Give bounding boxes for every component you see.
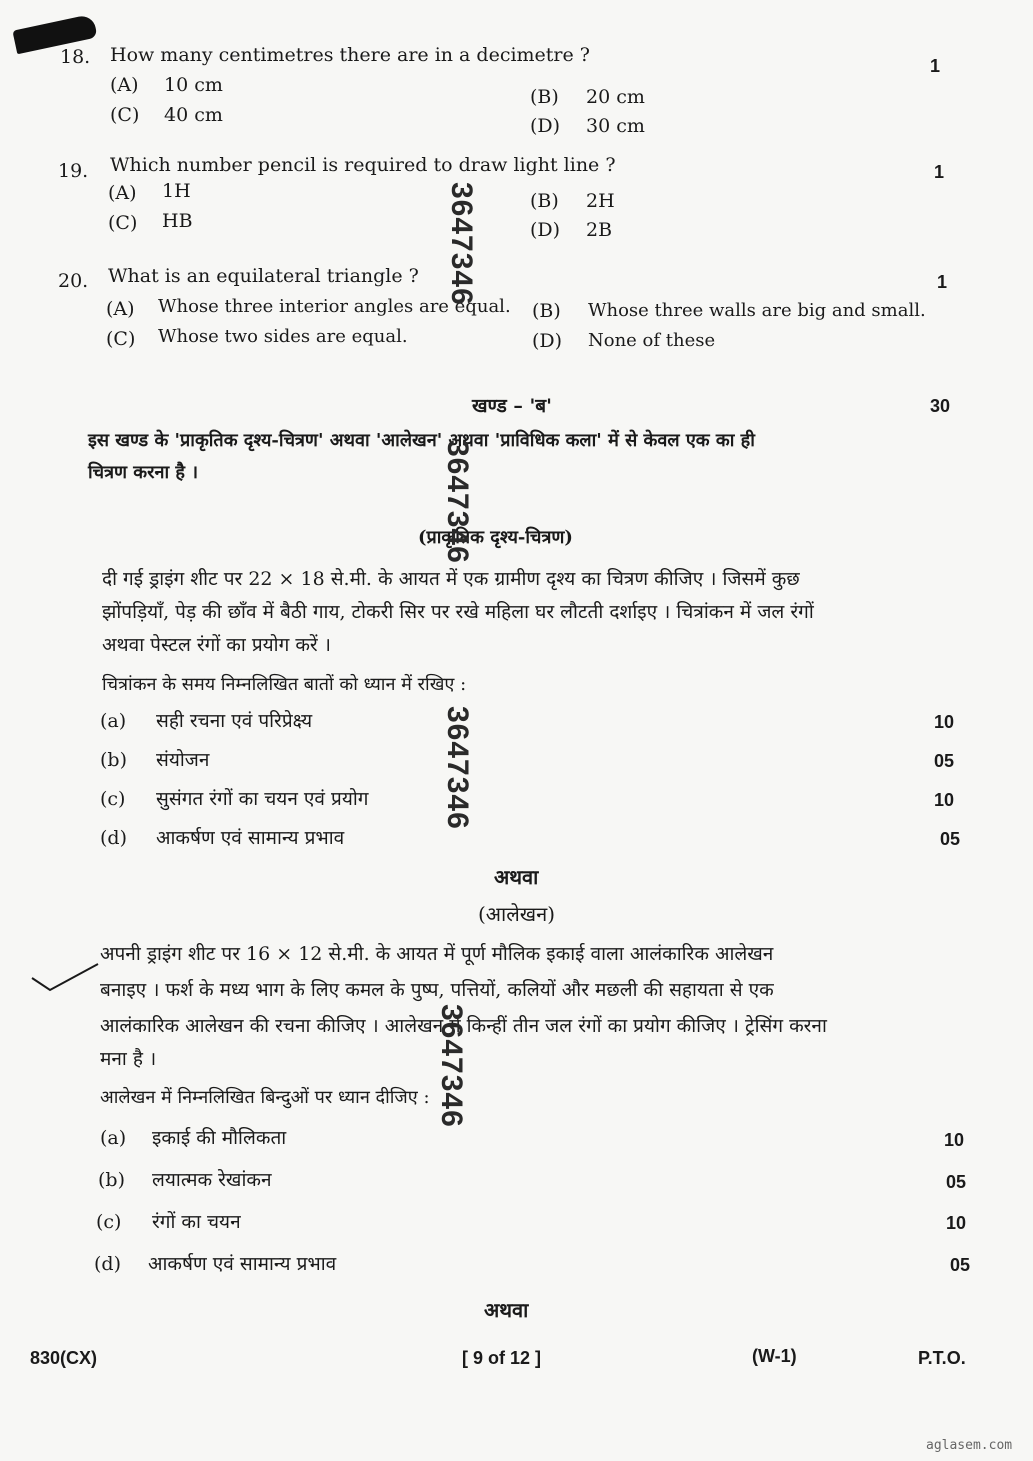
criteria-text: सुसंगत रंगों का चयन एवं प्रयोग	[156, 788, 369, 810]
option-text: 2B	[586, 219, 613, 241]
question-number: 19.	[58, 160, 89, 182]
watermark-number: 3647346	[441, 440, 474, 564]
criteria-text: लयात्मक रेखांकन	[152, 1169, 272, 1191]
question-text: Which number pencil is required to draw light line ?	[110, 154, 616, 176]
page-number: [ 9 of 12 ]	[462, 1348, 542, 1368]
option-label: (B)	[530, 190, 559, 212]
criteria-intro: चित्रांकन के समय निम्नलिखित बातों को ध्यान में रखिए :	[102, 674, 467, 695]
option-label: (B)	[530, 86, 559, 108]
question-text: What is an equilateral triangle ?	[108, 265, 419, 287]
option-text: 1H	[162, 180, 191, 202]
or-divider: अथवा	[494, 865, 539, 889]
option-label: (D)	[530, 219, 561, 241]
criteria-text: रंगों का चयन	[152, 1211, 241, 1233]
question-marks: 1	[930, 56, 941, 76]
option-text: 20 cm	[586, 86, 645, 108]
question-number: 18.	[60, 46, 91, 68]
criteria-marks: 10	[934, 712, 955, 732]
paragraph-line: बनाइए । फर्श के मध्य भाग के लिए कमल के पुष्प, पत्तियों, कलियों और मछली की सहायता से एक	[100, 979, 774, 1001]
option-text: None of these	[588, 330, 716, 351]
tick-mark	[28, 960, 104, 1000]
criteria-text: इकाई की मौलिकता	[152, 1127, 287, 1149]
paragraph-line: दी गई ड्राइंग शीट पर 22 × 18 से.मी. के आयत में एक ग्रामीण दृश्य का चित्रण कीजिए । जिसमें कुछ	[102, 568, 800, 590]
section-instruction: इस खण्ड के 'प्राकृतिक दृश्य-चित्रण' अथवा 'आलेखन' अथवा 'प्राविधिक कला' में से केवल एक का ही	[88, 430, 755, 451]
paper-code: 830(CX)	[30, 1348, 98, 1368]
criteria-text: सही रचना एवं परिप्रेक्ष्य	[156, 710, 313, 732]
option-label: (A)	[108, 182, 137, 204]
or-divider: अथवा	[484, 1298, 529, 1322]
option-label: (C)	[110, 104, 140, 126]
criteria-text: आकर्षण एवं सामान्य प्रभाव	[156, 827, 345, 849]
option-label: (D)	[530, 115, 561, 137]
watermark-number: 3647346	[445, 182, 478, 306]
paragraph-line: झोंपड़ियाँ, पेड़ की छाँव में बैठी गाय, टोकरी सिर पर रखे महिला घर लौटती दर्शाइए । चित्रांकन में जल रंगों	[102, 601, 814, 623]
watermark-number: 3647346	[435, 1004, 468, 1128]
option-label: (B)	[532, 300, 561, 322]
option-label: (C)	[108, 212, 138, 234]
site-watermark: aglasem.com	[926, 1438, 1013, 1453]
criteria-label: (a)	[100, 710, 127, 732]
option-label: (D)	[532, 330, 563, 352]
criteria-label: (a)	[100, 1127, 127, 1149]
option-label: (A)	[110, 74, 139, 96]
subsection-title: (प्राकृतिक दृश्य-चित्रण)	[418, 527, 573, 548]
question-marks: 1	[937, 272, 948, 292]
option-text: 10 cm	[164, 74, 223, 96]
criteria-marks: 10	[934, 790, 955, 810]
option-label: (A)	[106, 298, 135, 320]
criteria-marks: 05	[950, 1255, 971, 1275]
option-label: (C)	[106, 328, 136, 350]
section-marks: 30	[930, 396, 951, 416]
criteria-label: (c)	[100, 788, 126, 810]
question-number: 20.	[58, 270, 89, 292]
subsection-title: (आलेखन)	[478, 902, 556, 926]
option-text: Whose two sides are equal.	[158, 326, 408, 347]
criteria-label: (b)	[100, 749, 127, 771]
question-marks: 1	[934, 162, 945, 182]
paragraph-line: अपनी ड्राइंग शीट पर 16 × 12 से.मी. के आयत में पूर्ण मौलिक इकाई वाला आलंकारिक आलेखन	[100, 943, 774, 965]
pto-label: P.T.O.	[918, 1348, 966, 1368]
option-text: 30 cm	[586, 115, 645, 137]
criteria-intro: आलेखन में निम्नलिखित बिन्दुओं पर ध्यान दीजिए :	[100, 1087, 430, 1108]
paragraph-line: मना है ।	[100, 1048, 157, 1070]
option-text: Whose three walls are big and small.	[588, 300, 926, 321]
option-text: Whose three interior angles are equal.	[158, 296, 511, 317]
criteria-label: (c)	[96, 1211, 122, 1233]
watermark-number: 3647346	[441, 706, 474, 830]
series-code: (W-1)	[752, 1346, 797, 1366]
criteria-marks: 10	[946, 1213, 967, 1233]
criteria-marks: 05	[940, 829, 961, 849]
criteria-marks: 05	[946, 1172, 967, 1192]
paragraph-line: आलंकारिक आलेखन की रचना कीजिए । आलेखन में किन्हीं तीन जल रंगों का प्रयोग कीजिए । ट्रेसिंग करना	[100, 1015, 827, 1037]
question-text: How many centimetres there are in a decimetre ?	[110, 44, 590, 66]
section-instruction: चित्रण करना है ।	[88, 462, 199, 483]
section-heading: खण्ड – 'ब'	[472, 395, 552, 417]
option-text: HB	[162, 210, 193, 232]
option-text: 2H	[586, 190, 615, 212]
option-text: 40 cm	[164, 104, 223, 126]
criteria-label: (b)	[98, 1169, 125, 1191]
criteria-marks: 10	[944, 1130, 965, 1150]
criteria-label: (d)	[100, 827, 127, 849]
criteria-marks: 05	[934, 751, 955, 771]
criteria-text: आकर्षण एवं सामान्य प्रभाव	[148, 1253, 337, 1275]
paragraph-line: अथवा पेस्टल रंगों का प्रयोग करें ।	[102, 634, 331, 656]
criteria-text: संयोजन	[156, 749, 210, 771]
criteria-label: (d)	[94, 1253, 121, 1275]
